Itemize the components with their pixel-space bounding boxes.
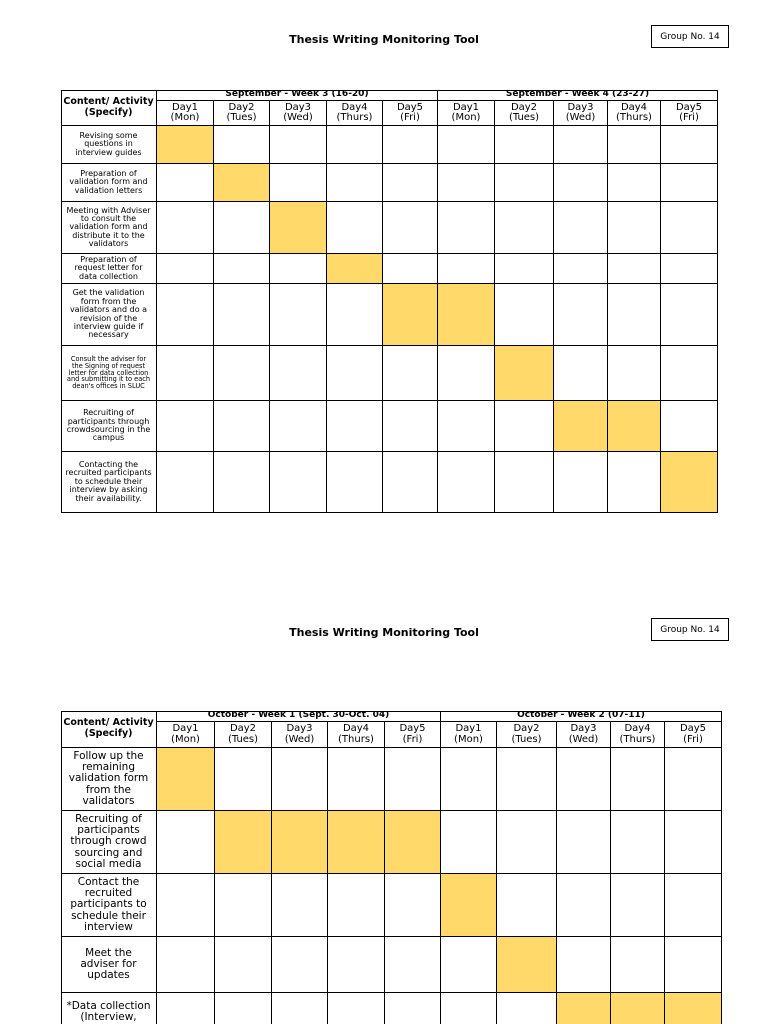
schedule-cell-marked xyxy=(215,811,272,874)
schedule-cell-marked xyxy=(611,993,665,1024)
schedule-cell xyxy=(214,452,270,513)
schedule-cell xyxy=(608,164,661,202)
schedule-cell xyxy=(327,202,383,254)
schedule-cell xyxy=(665,937,722,993)
schedule-cell xyxy=(608,202,661,254)
day-header xyxy=(438,101,495,126)
schedule-cell xyxy=(557,811,611,874)
schedule-cell xyxy=(554,284,608,346)
day-number-label: Day1 xyxy=(452,101,480,113)
schedule-cell xyxy=(557,874,611,937)
schedule-cell xyxy=(214,254,270,284)
day-header xyxy=(665,722,722,748)
day-header xyxy=(385,722,441,748)
schedule-cell-marked xyxy=(661,452,718,513)
schedule-cell xyxy=(441,937,497,993)
weekday-label: (Tues) xyxy=(226,112,257,123)
activity-label: Get the validation form from the validators and do a revision of the interview guide if necessary xyxy=(61,284,157,346)
schedule-cell xyxy=(661,164,718,202)
schedule-cell-marked xyxy=(214,164,270,202)
schedule-cell xyxy=(272,874,328,937)
day-header xyxy=(497,722,557,748)
weekday-label: (Fri) xyxy=(402,733,423,745)
schedule-cell xyxy=(385,937,441,993)
activity-label: Revising some questions in interview guides xyxy=(61,126,157,164)
schedule-cell-marked xyxy=(328,811,385,874)
day-header xyxy=(214,101,270,126)
day-number-label: Day5 xyxy=(396,101,424,113)
schedule-cell xyxy=(665,874,722,937)
schedule-cell-marked xyxy=(557,993,611,1024)
activity-label: Follow up the remaining validation form from the validators xyxy=(61,748,157,811)
day-header xyxy=(157,722,215,748)
schedule-cell xyxy=(328,937,385,993)
schedule-cell xyxy=(383,254,438,284)
schedule-cell xyxy=(438,164,495,202)
schedule-cell xyxy=(441,748,497,811)
weekday-label: (Wed) xyxy=(568,733,599,745)
schedule-cell-marked xyxy=(272,811,328,874)
weekday-label: (Mon) xyxy=(170,112,200,123)
schedule-cell xyxy=(495,284,554,346)
schedule-cell xyxy=(157,937,215,993)
schedule-cell xyxy=(554,346,608,401)
schedule-cell xyxy=(328,993,385,1024)
day-header xyxy=(157,101,214,126)
day-number-label: Day3 xyxy=(570,723,597,734)
day-header xyxy=(215,722,272,748)
day-header xyxy=(554,101,608,126)
schedule-cell xyxy=(438,346,495,401)
day-number-label: Day2 xyxy=(513,723,540,734)
schedule-cell xyxy=(438,254,495,284)
activity-label: Recruiting of participants through crowd sourcing and social media xyxy=(61,811,157,874)
schedule-cell-marked xyxy=(495,346,554,401)
weekday-label: (Mon) xyxy=(454,733,483,745)
day-header xyxy=(328,722,385,748)
schedule-cell xyxy=(438,126,495,164)
schedule-cell xyxy=(157,993,215,1024)
schedule-cell-marked xyxy=(554,401,608,452)
schedule-cell-marked xyxy=(157,126,214,164)
schedule-cell xyxy=(608,254,661,284)
schedule-cell xyxy=(661,401,718,452)
weekday-label: (Thurs) xyxy=(619,733,656,745)
day-number-label: Day5 xyxy=(679,723,707,734)
weekday-label: (Fri) xyxy=(679,112,699,123)
schedule-cell xyxy=(215,937,272,993)
day-number-label: Day1 xyxy=(455,723,482,734)
schedule-cell xyxy=(438,401,495,452)
schedule-cell xyxy=(497,811,557,874)
schedule-cell xyxy=(385,748,441,811)
schedule-cell xyxy=(270,164,327,202)
day-number-label: Day1 xyxy=(171,101,199,113)
schedule-cell xyxy=(215,748,272,811)
schedule-cell xyxy=(554,452,608,513)
activity-label: Contacting the recruited participants to schedule their interview by asking their availability. xyxy=(61,452,157,513)
schedule-cell xyxy=(383,452,438,513)
schedule-cell xyxy=(272,993,328,1024)
schedule-cell xyxy=(441,993,497,1024)
schedule-cell xyxy=(497,993,557,1024)
day-number-label: Day3 xyxy=(567,101,594,113)
schedule-cell-marked xyxy=(327,254,383,284)
activity-column-header: Content/ Activity (Specify) xyxy=(61,90,157,126)
weekday-label: (Tues) xyxy=(511,733,542,745)
monitoring-table xyxy=(61,90,718,513)
schedule-cell xyxy=(665,748,722,811)
schedule-cell xyxy=(611,748,665,811)
day-number-label: Day2 xyxy=(510,101,538,113)
schedule-cell xyxy=(661,202,718,254)
schedule-cell xyxy=(270,254,327,284)
schedule-cell xyxy=(608,346,661,401)
schedule-cell xyxy=(157,452,214,513)
day-number-label: Day5 xyxy=(399,723,426,734)
schedule-cell xyxy=(157,284,214,346)
schedule-cell-marked xyxy=(438,284,495,346)
schedule-cell xyxy=(215,874,272,937)
weekday-label: (Wed) xyxy=(565,112,596,123)
schedule-cell xyxy=(214,284,270,346)
day-header xyxy=(383,101,438,126)
schedule-cell-marked xyxy=(608,401,661,452)
page-title: Thesis Writing Monitoring Tool xyxy=(289,626,479,639)
day-header xyxy=(608,101,661,126)
schedule-cell xyxy=(157,254,214,284)
schedule-cell-marked xyxy=(497,937,557,993)
monitoring-table xyxy=(61,711,722,1024)
schedule-cell xyxy=(157,811,215,874)
schedule-cell-marked xyxy=(157,748,215,811)
day-number-label: Day4 xyxy=(342,723,370,734)
day-header xyxy=(272,722,328,748)
schedule-cell xyxy=(214,401,270,452)
group-number-box: Group No. 14 xyxy=(651,618,729,641)
page-title: Thesis Writing Monitoring Tool xyxy=(289,33,479,46)
schedule-cell-marked xyxy=(383,284,438,346)
day-header xyxy=(327,101,383,126)
activity-label: Meet the adviser for updates xyxy=(61,937,157,993)
day-number-label: Day3 xyxy=(284,101,312,113)
week-header: September - Week 4 (23-27) xyxy=(438,90,718,101)
schedule-cell xyxy=(272,748,328,811)
weekday-label: (Mon) xyxy=(171,733,200,745)
week-header: September - Week 3 (16-20) xyxy=(157,90,438,101)
schedule-cell xyxy=(327,452,383,513)
day-number-label: Day1 xyxy=(172,723,199,734)
schedule-cell xyxy=(383,346,438,401)
schedule-cell xyxy=(327,284,383,346)
schedule-cell xyxy=(270,401,327,452)
schedule-cell-marked xyxy=(441,874,497,937)
schedule-cell xyxy=(665,811,722,874)
schedule-cell xyxy=(385,874,441,937)
schedule-cell xyxy=(157,202,214,254)
schedule-cell xyxy=(383,126,438,164)
schedule-cell xyxy=(383,202,438,254)
schedule-cell xyxy=(270,284,327,346)
schedule-cell-marked xyxy=(665,993,722,1024)
schedule-cell xyxy=(608,126,661,164)
schedule-cell xyxy=(495,452,554,513)
weekday-label: (Mon) xyxy=(451,112,481,123)
weekday-label: (Fri) xyxy=(400,112,420,123)
weekday-label: (Wed) xyxy=(283,112,313,123)
schedule-cell xyxy=(327,126,383,164)
schedule-cell xyxy=(661,126,718,164)
schedule-cell xyxy=(495,401,554,452)
schedule-cell xyxy=(327,401,383,452)
activity-label: Preparation of validation form and validation letters xyxy=(61,164,157,202)
weekday-label: (Fri) xyxy=(683,733,703,745)
schedule-cell xyxy=(611,811,665,874)
group-number-box: Group No. 14 xyxy=(651,25,729,48)
day-header xyxy=(611,722,665,748)
weekday-label: (Thurs) xyxy=(616,112,652,123)
schedule-cell xyxy=(554,164,608,202)
weekday-label: (Tues) xyxy=(227,733,259,745)
schedule-cell xyxy=(385,993,441,1024)
schedule-cell xyxy=(554,126,608,164)
week-header: October - Week 1 (Sept. 30-Oct. 04) xyxy=(157,711,441,722)
weekday-label: (Thurs) xyxy=(338,733,374,745)
day-number-label: Day4 xyxy=(620,101,648,113)
schedule-cell xyxy=(214,126,270,164)
activity-label: Consult the adviser for the Signing of request letter for data collection and submitting it to each dean's offices in SLUC xyxy=(61,346,157,401)
activity-label: Meeting with Adviser to consult the validation form and distribute it to the validators xyxy=(61,202,157,254)
schedule-cell-marked xyxy=(385,811,441,874)
schedule-cell xyxy=(327,164,383,202)
schedule-cell xyxy=(495,126,554,164)
day-header xyxy=(270,101,327,126)
schedule-cell xyxy=(327,346,383,401)
schedule-cell xyxy=(611,874,665,937)
schedule-cell xyxy=(328,748,385,811)
activity-column-header: Content/ Activity (Specify) xyxy=(61,711,157,748)
weekday-label: (Tues) xyxy=(508,112,540,123)
schedule-cell xyxy=(557,748,611,811)
activity-label: Contact the recruited participants to schedule their interview xyxy=(61,874,157,937)
schedule-cell xyxy=(661,346,718,401)
schedule-cell xyxy=(441,811,497,874)
activity-label: Recruiting of participants through crowdsourcing in the campus xyxy=(61,401,157,452)
day-header xyxy=(495,101,554,126)
day-number-label: Day5 xyxy=(675,101,703,113)
schedule-cell xyxy=(328,874,385,937)
day-number-label: Day3 xyxy=(286,723,313,734)
schedule-cell xyxy=(661,284,718,346)
activity-label: Preparation of request letter for data collection xyxy=(61,254,157,284)
activity-label: *Data collection (Interview, xyxy=(61,993,157,1024)
week-header: October - Week 2 (07-11) xyxy=(441,711,722,722)
schedule-cell xyxy=(157,874,215,937)
day-header xyxy=(441,722,497,748)
weekday-label: (Wed) xyxy=(284,733,315,745)
schedule-cell-marked xyxy=(270,202,327,254)
schedule-cell xyxy=(215,993,272,1024)
schedule-cell xyxy=(157,346,214,401)
schedule-cell xyxy=(270,126,327,164)
day-number-label: Day4 xyxy=(341,101,368,113)
schedule-cell xyxy=(557,937,611,993)
schedule-cell xyxy=(608,284,661,346)
day-number-label: Day2 xyxy=(228,101,255,113)
schedule-cell xyxy=(661,254,718,284)
schedule-cell xyxy=(554,202,608,254)
schedule-cell xyxy=(497,874,557,937)
schedule-cell xyxy=(270,452,327,513)
schedule-cell xyxy=(438,452,495,513)
day-header xyxy=(557,722,611,748)
schedule-cell xyxy=(383,164,438,202)
schedule-cell xyxy=(157,164,214,202)
day-number-label: Day2 xyxy=(229,723,257,734)
schedule-cell xyxy=(495,164,554,202)
day-number-label: Day4 xyxy=(624,723,651,734)
schedule-cell xyxy=(495,202,554,254)
day-header xyxy=(661,101,718,126)
schedule-cell xyxy=(611,937,665,993)
schedule-cell xyxy=(270,346,327,401)
schedule-cell xyxy=(497,748,557,811)
schedule-cell xyxy=(608,452,661,513)
schedule-cell xyxy=(554,254,608,284)
weekday-label: (Thurs) xyxy=(336,112,373,123)
schedule-cell xyxy=(157,401,214,452)
schedule-cell xyxy=(495,254,554,284)
schedule-cell xyxy=(438,202,495,254)
schedule-cell xyxy=(272,937,328,993)
schedule-cell xyxy=(383,401,438,452)
schedule-cell xyxy=(214,202,270,254)
schedule-cell xyxy=(214,346,270,401)
